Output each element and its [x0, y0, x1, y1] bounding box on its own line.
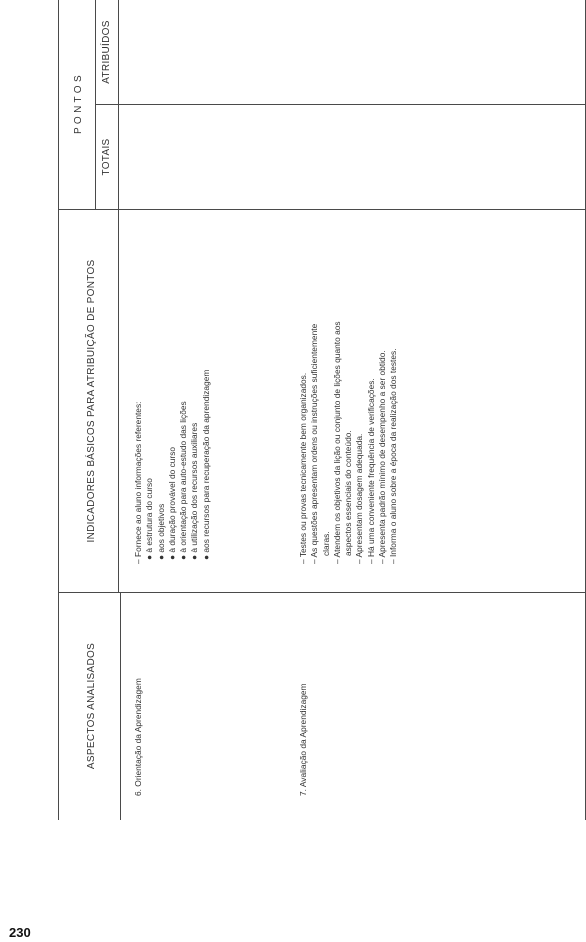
table-top-border: [58, 0, 59, 820]
list-item: ● aos recursos para recuperação da aprendizagem: [200, 369, 211, 560]
indicadores-avaliacao-list: [298, 321, 400, 564]
list-item: ● à utilização dos recursos auxiliares: [189, 422, 200, 560]
page-number: 230: [9, 925, 31, 940]
list-item: – Testes ou provas tecnicamente bem organizados.: [298, 372, 308, 564]
list-item: – Fornece ao aluno informações referentes:: [133, 401, 143, 564]
column-divider-indicadores: [58, 209, 586, 210]
header-indicadores-basicos: INDICADORES BÁSICOS PARA ATRIBUIÇÃO DE PONTOS: [86, 259, 97, 543]
list-item: – Informa o aluno sobre a época da realização dos testes.: [388, 348, 399, 564]
list-item: aspectos essenciais do conteúdo.: [343, 430, 354, 556]
pontos-subheader-divider: [95, 0, 96, 210]
aspecto-avaliacao-aprendizagem: 7. Avaliação da Aprendizagem: [298, 683, 308, 796]
list-item: – Há uma conveniente frequência de verificações.: [365, 378, 376, 564]
list-item: ● à estrutura do curso: [144, 478, 155, 560]
header-aspectos-analisados: ASPECTOS ANALISADOS: [86, 642, 97, 770]
header-pontos: P O N T O S: [73, 75, 84, 134]
list-item: ● aos objetivos: [155, 503, 166, 560]
list-item: ● à orientação para auto-estudo das lições: [178, 401, 189, 560]
header-divider-pontos: [118, 0, 119, 210]
header-divider-aspectos: [120, 592, 121, 820]
list-item: – As questões apresentam ordens ou instruções suficientemente: [309, 323, 320, 564]
column-divider-aspectos: [58, 592, 586, 593]
column-divider-totais: [95, 104, 586, 105]
header-atribuidos: ATRIBUÍDOS: [101, 20, 112, 84]
aspecto-orientacao-aprendizagem: 6. Orientação da Aprendizagem: [133, 678, 143, 796]
list-item: – Apresenta padrão mínimo de desempenho a ser obtido.: [377, 350, 388, 564]
list-item: claras.: [320, 531, 331, 556]
list-item: – Apresentam dosagem adequada.: [354, 433, 365, 564]
list-item: – Atendem os objetivos da lição ou conjunto de lições quanto aos: [331, 321, 342, 564]
indicadores-orientacao-list: [133, 370, 212, 564]
header-totais: TOTAIS: [101, 138, 112, 176]
header-divider-indicadores: [118, 209, 119, 593]
list-item: ● à duração provável do curso: [166, 446, 177, 560]
